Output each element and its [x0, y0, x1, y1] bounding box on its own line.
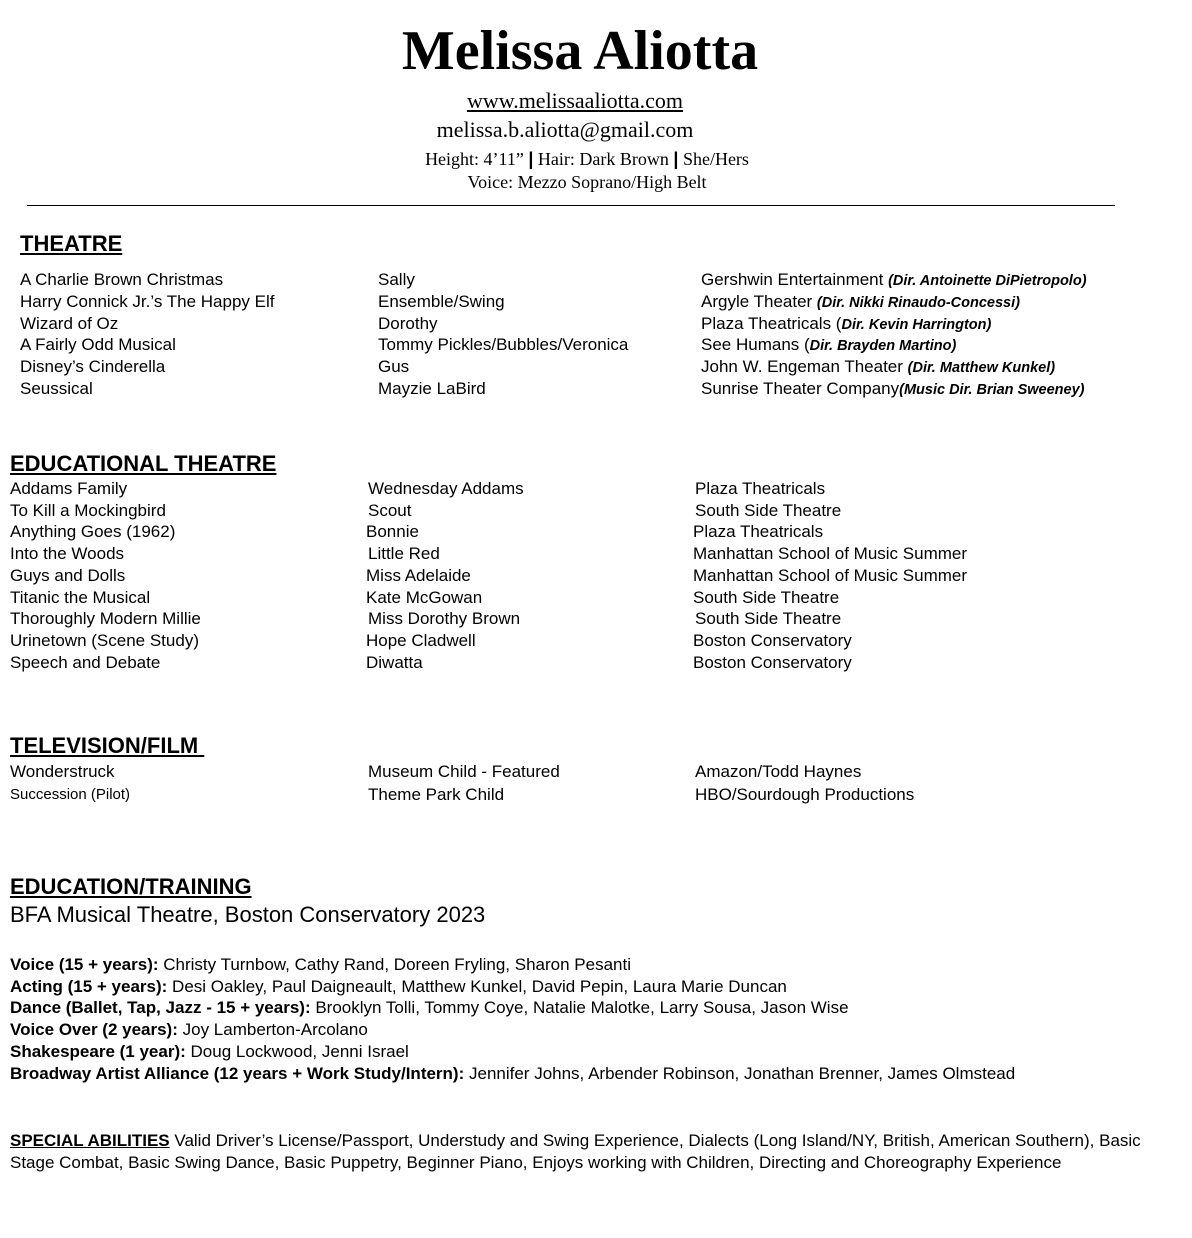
credit-company: South Side Theatre: [695, 609, 842, 629]
credit-show: Into the Woods: [10, 544, 125, 564]
credit-company: [701, 356, 1055, 380]
pronouns-text: She/Hers: [682, 149, 749, 169]
credit-company: [701, 269, 1087, 293]
separator: |: [673, 149, 679, 169]
credit-role: Museum Child - Featured: [368, 762, 560, 781]
credit-role: Theme Park Child: [368, 785, 505, 804]
director-credit: Dir. Kevin Harrington): [841, 316, 992, 333]
credit-role: Ensemble/Swing: [378, 291, 505, 311]
credit-company: Boston Conservatory: [693, 652, 852, 672]
company-name: Gershwin Entertainment: [701, 270, 889, 289]
credit-show: Disney’s Cinderella: [20, 357, 166, 377]
training-teachers: Christy Turnbow, Cathy Rand, Doreen Fryling, Sharon Pesanti: [158, 955, 631, 974]
credit-show: To Kill a Mockingbird: [10, 500, 166, 520]
credit-company: South Side Theatre: [695, 500, 842, 520]
credit-role: Little Red: [368, 544, 440, 564]
training-category: Voice Over (2 years):: [10, 1020, 178, 1040]
credit-company: Plaza Theatricals: [693, 522, 824, 542]
director-credit: (Dir. Matthew Kunkel): [907, 360, 1056, 377]
credit-company: Boston Conservatory: [693, 630, 852, 650]
credit-show: A Fairly Odd Musical: [20, 335, 176, 355]
credit-show: Anything Goes (1962): [10, 522, 176, 542]
special-abilities-heading: SPECIAL ABILITIES: [10, 1131, 170, 1150]
credit-role: Wednesday Addams: [368, 479, 524, 498]
credit-show: Titanic the Musical: [10, 587, 151, 607]
director-credit: (Dir. Nikki Rinaudo-Concessi): [816, 294, 1020, 311]
credit-company: HBO/Sourdough Productions: [695, 785, 915, 804]
training-item: [10, 1063, 1015, 1085]
email-address[interactable]: melissa.b.aliotta@gmail.com: [436, 117, 694, 142]
training-teachers: Joy Lamberton-Arcolano: [177, 1020, 368, 1040]
height-text: Height: 4’11”: [425, 149, 524, 169]
credit-show: Wonderstruck: [10, 762, 115, 781]
training-category: Acting (15 + years):: [10, 976, 168, 996]
company-name: Argyle Theater: [701, 291, 817, 311]
credit-role: Gus: [378, 357, 410, 377]
credit-role: Miss Adelaide: [366, 565, 471, 585]
credit-show: Addams Family: [10, 479, 128, 498]
educational-theatre-heading: EDUCATIONAL THEATRE: [10, 451, 277, 476]
credit-company: Plaza Theatricals: [695, 479, 826, 498]
credit-show: Guys and Dolls: [10, 565, 126, 585]
training-item: [10, 997, 849, 1019]
training-teachers: Brooklyn Tolli, Tommy Coye, Natalie Malotke, Larry Sousa, Jason Wise: [310, 998, 849, 1018]
degree-text: BFA Musical Theatre, Boston Conservatory 2023: [10, 902, 486, 927]
credit-role: Dorothy: [378, 313, 438, 333]
credit-show: Harry Connick Jr.’s The Happy Elf: [20, 291, 275, 311]
credit-role: Mayzie LaBird: [378, 379, 486, 398]
education-training-heading: EDUCATION/TRAINING: [10, 874, 252, 899]
special-abilities: [10, 1130, 1170, 1174]
credit-role: Tommy Pickles/Bubbles/Veronica: [378, 335, 629, 355]
company-name: See Humans (: [701, 335, 810, 355]
training-item: [10, 1019, 368, 1041]
credit-show: Wizard of Oz: [20, 313, 119, 333]
training-teachers: Jennifer Johns, Arbender Robinson, Jonathan Brenner, James Olmstead: [464, 1063, 1016, 1083]
header-divider: [27, 205, 1115, 206]
company-name: John W. Engeman Theater: [701, 357, 908, 377]
credit-role: Miss Dorothy Brown: [368, 609, 521, 629]
website-link[interactable]: www.melissaaliotta.com: [466, 88, 684, 113]
credit-company: Amazon/Todd Haynes: [695, 762, 862, 781]
physical-stats: [0, 148, 1174, 170]
resume-name: Melissa Aliotta: [401, 20, 759, 82]
training-category: Broadway Artist Alliance (12 years + Work Study/Intern):: [10, 1063, 465, 1083]
credit-company: [701, 291, 1020, 315]
credit-company: Manhattan School of Music Summer: [693, 565, 968, 585]
training-item: [10, 954, 631, 976]
credit-show: Speech and Debate: [10, 652, 161, 672]
credit-company: Manhattan School of Music Summer: [693, 544, 968, 564]
credit-show: A Charlie Brown Christmas: [20, 270, 224, 289]
director-credit: (Music Dir. Brian Sweeney): [899, 382, 1085, 398]
training-category: Dance (Ballet, Tap, Jazz - 15 + years):: [10, 998, 311, 1018]
training-teachers: Doug Lockwood, Jenni Israel: [185, 1041, 409, 1061]
credit-show: Succession (Pilot): [10, 786, 131, 803]
credit-role: Diwatta: [366, 652, 423, 672]
training-item: [10, 1041, 409, 1063]
voice-type: Voice: Mezzo Soprano/High Belt: [467, 172, 707, 192]
special-abilities-text: Valid Driver’s License/Passport, Understudy and Swing Experience, Dialects (Long Island/NY, British, American Southern), Basic Stage Combat, Basic Swing Dance, Basic Puppetry, Beginner Piano, Enjoys working with Children, Directing and Choreography Experience: [10, 1131, 1141, 1172]
separator: |: [528, 149, 534, 169]
credit-company: [701, 334, 956, 358]
credit-company: South Side Theatre: [693, 587, 840, 607]
credit-role: Hope Cladwell: [366, 630, 476, 650]
credit-company: [701, 378, 1084, 402]
credit-role: Sally: [378, 270, 415, 289]
credit-role: Bonnie: [366, 522, 419, 542]
credit-role: Scout: [368, 500, 412, 520]
training-teachers: Desi Oakley, Paul Daigneault, Matthew Kunkel, David Pepin, Laura Marie Duncan: [167, 976, 787, 996]
credit-show: Urinetown (Scene Study): [10, 630, 199, 650]
credit-show: Seussical: [20, 379, 93, 398]
company-name: Sunrise Theater Company: [701, 379, 900, 398]
credit-show: Thoroughly Modern Millie: [10, 609, 201, 629]
theatre-heading: THEATRE: [20, 231, 123, 256]
credit-role: Kate McGowan: [366, 587, 483, 607]
credit-company: [701, 313, 991, 337]
director-credit: Dir. Brayden Martino): [809, 338, 957, 355]
training-category: Voice (15 + years):: [10, 955, 159, 974]
company-name: Plaza Theatricals (: [701, 313, 842, 333]
training-item: [10, 976, 787, 998]
director-credit: (Dir. Antoinette DiPietropolo): [888, 273, 1087, 289]
training-category: Shakespeare (1 year):: [10, 1041, 186, 1061]
hair-text: Hair: Dark Brown: [537, 149, 669, 169]
television-film-heading: TELEVISION/FILM: [10, 733, 205, 758]
